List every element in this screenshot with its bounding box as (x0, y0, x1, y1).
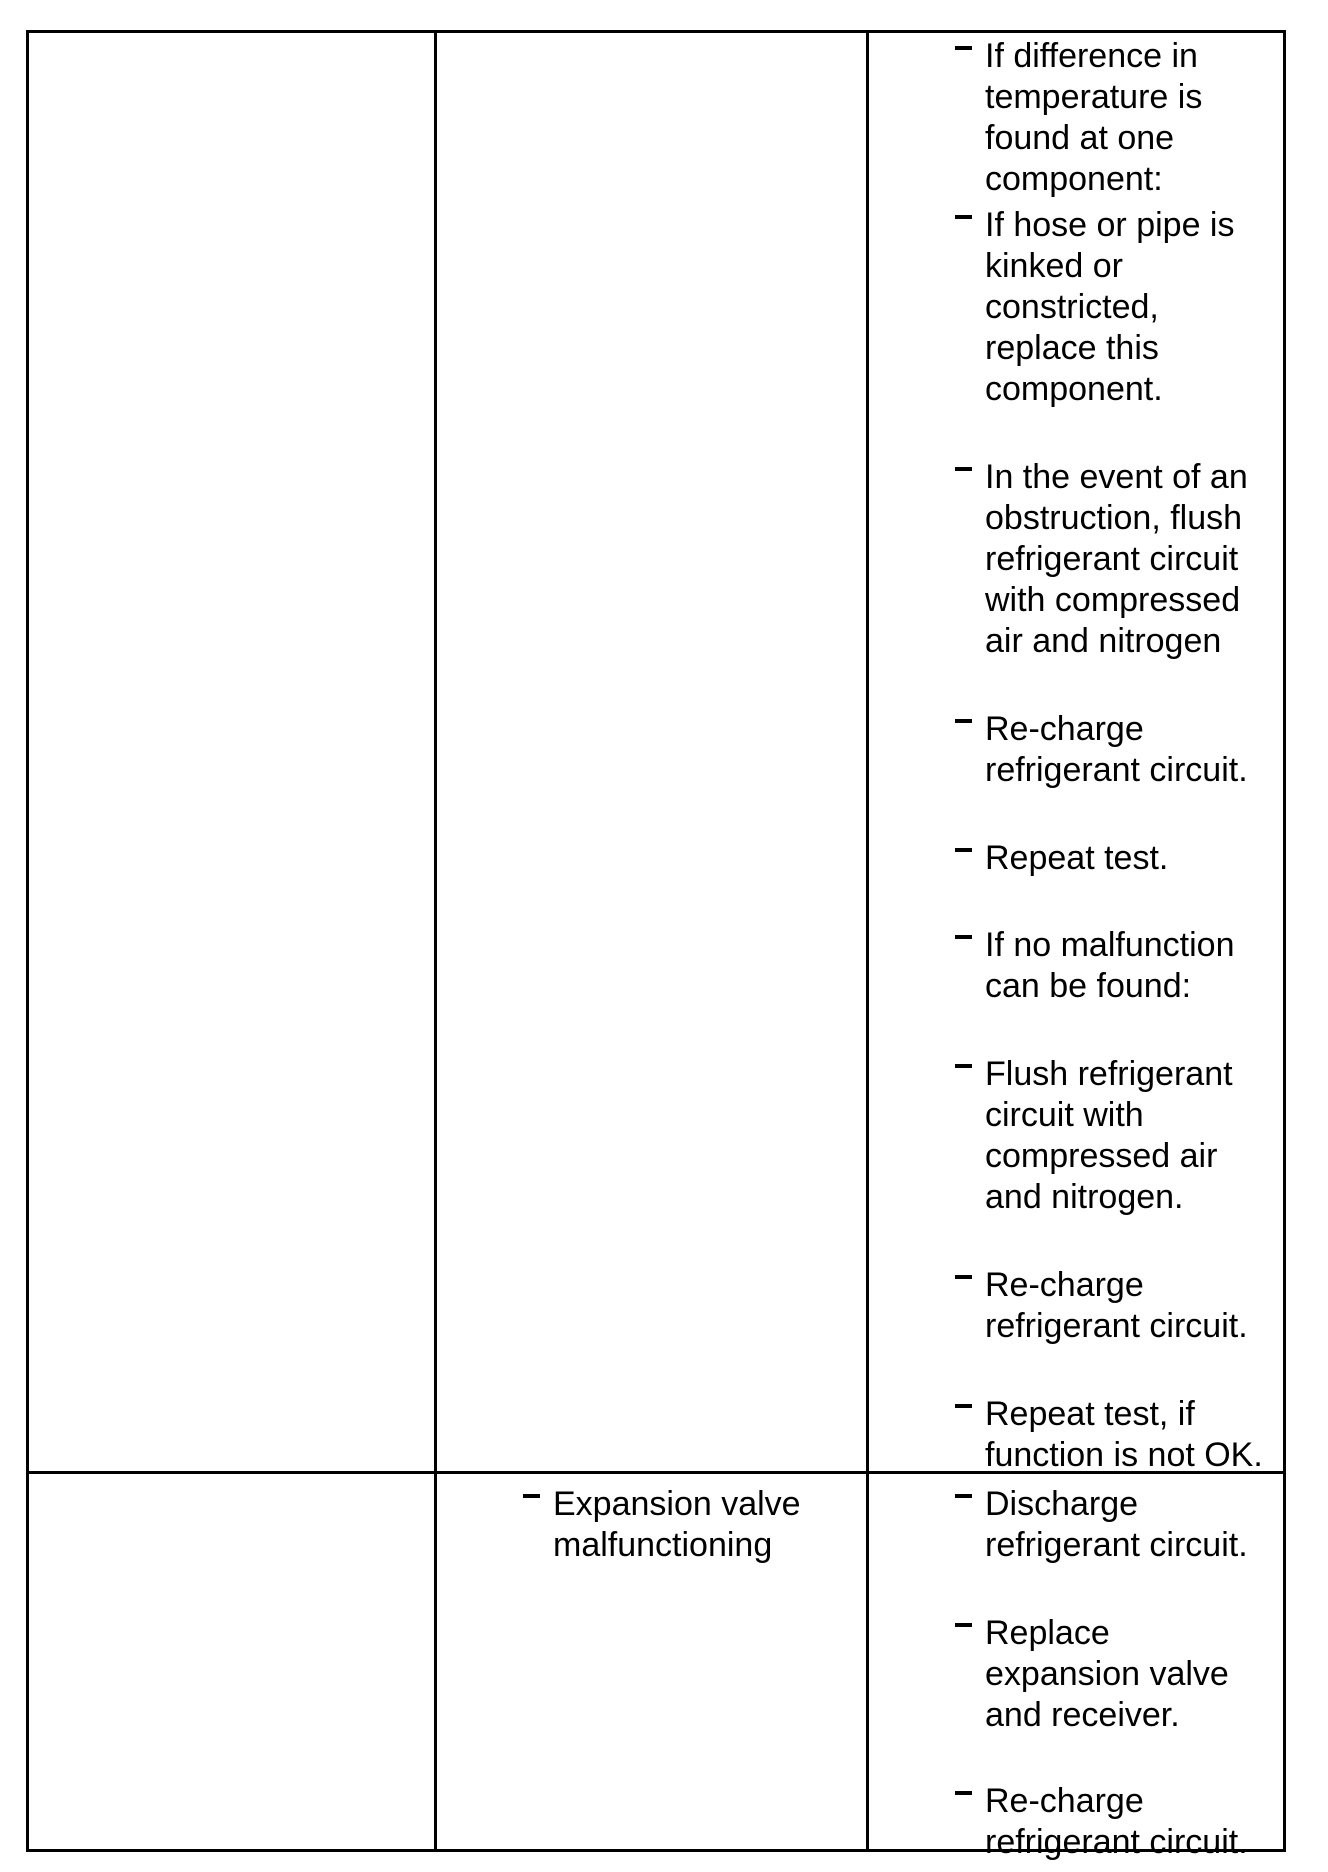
remedy-step: Re-charge refrigerant circuit. (955, 709, 1248, 791)
remedy-step: If difference in temperature is found at one component: (955, 36, 1202, 200)
dash-bullet-icon (955, 935, 972, 939)
dash-bullet-icon (955, 1791, 972, 1795)
remedy-step: Discharge refrigerant circuit. (955, 1484, 1248, 1566)
remedy-step: Re-charge refrigerant circuit. (955, 1781, 1248, 1863)
remedy-step: If hose or pipe is kinked or constricted, replace this component. (955, 205, 1234, 410)
dash-bullet-icon (955, 1623, 972, 1627)
dash-bullet-icon (955, 1494, 972, 1498)
cause-item: Expansion valve malfunctioning (523, 1484, 801, 1566)
dash-bullet-icon (955, 46, 972, 50)
remedy-step: Flush refrigerant circuit with compressed air and nitrogen. (955, 1054, 1233, 1218)
column-divider-1 (434, 30, 437, 1852)
column-border-right (1283, 30, 1286, 1852)
dash-bullet-icon (523, 1494, 540, 1498)
remedy-step: In the event of an obstruction, flush refrigerant circuit with compressed air and nitrogen (955, 457, 1248, 662)
dash-bullet-icon (955, 1404, 972, 1408)
dash-bullet-icon (955, 1064, 972, 1068)
remedy-step: Re-charge refrigerant circuit. (955, 1265, 1248, 1347)
column-border-left (26, 30, 29, 1852)
dash-bullet-icon (955, 467, 972, 471)
remedy-step: Replace expansion valve and receiver. (955, 1613, 1229, 1736)
column-divider-2 (866, 30, 869, 1852)
remedy-step: Repeat test. (955, 838, 1168, 879)
dash-bullet-icon (955, 848, 972, 852)
table-top-border (26, 30, 1286, 33)
dash-bullet-icon (955, 1275, 972, 1279)
dash-bullet-icon (955, 215, 972, 219)
remedy-step: If no malfunction can be found: (955, 925, 1234, 1007)
dash-bullet-icon (955, 719, 972, 723)
remedy-step: Repeat test, if function is not OK. (955, 1394, 1263, 1476)
